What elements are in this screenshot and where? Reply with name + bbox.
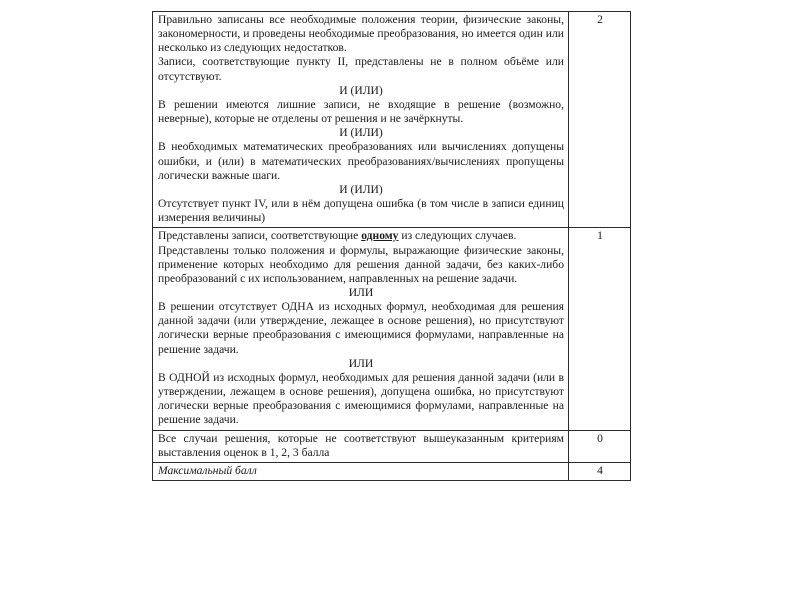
rubric-table-body [153, 12, 631, 481]
criteria-paragraph: Записи, соответствующие пункту II, представлены не в полном объёме или отсутствуют. [158, 55, 564, 83]
criteria-separator: И (ИЛИ) [339, 126, 383, 140]
criteria-separator: ИЛИ [348, 356, 374, 370]
criteria-cell [153, 12, 569, 228]
criteria-paragraph: Отсутствует пункт IV, или в нём допущена ошибка (в том числе в записи единиц измерения величины) [158, 197, 564, 225]
max-score-label: Максимальный балл [153, 462, 569, 480]
criteria-paragraph: В ОДНОЙ из исходных формул, необходимых для решения данной задачи (или в утверждении, лежащем в основе решения), допущена ошибка, но присутствуют логически верные преобразования с имеющимися формулами, направленные на решение задачи. [158, 370, 564, 427]
max-score-value: 4 [569, 462, 631, 480]
criteria-paragraph: В решении отсутствует ОДНА из исходных формул, необходимая для решения данной задачи (или утверждение, лежащее в основе решения), но присутствуют логически верные преобразования с имеющимися формулами, направленные на решение задачи. [158, 300, 564, 356]
criteria-cell [153, 228, 569, 430]
criteria-emphasis: одному [361, 229, 399, 243]
criteria-separator: И (ИЛИ) [339, 182, 383, 196]
criteria-separator: ИЛИ [348, 285, 374, 299]
criteria-paragraph: В решении имеются лишние записи, не входящие в решение (возможно, неверные), которые не отделены от решения и не зачёркнуты. [158, 97, 564, 126]
criteria-cell [153, 430, 569, 462]
score-cell: 2 [569, 12, 631, 228]
table-row [153, 430, 631, 462]
table-row [153, 228, 631, 430]
total-row [153, 462, 631, 480]
criteria-paragraph: Правильно записаны все необходимые положения теории, физические законы, закономерности, и проведены необходимые преобразования, но имеется один или несколько из следующих недостатков. [158, 13, 564, 55]
criteria-text-after: из следующих случаев. [398, 229, 517, 243]
criteria-text-before: Представлены записи, соответствующие [158, 229, 362, 243]
table-row [153, 12, 631, 228]
criteria-paragraph: Все случаи решения, которые не соответствуют вышеуказанным критериям выставления оценок в 1, 2, 3 балла [158, 431, 564, 459]
criteria-separator: И (ИЛИ) [339, 83, 383, 97]
score-cell: 1 [569, 228, 631, 430]
criteria-paragraph: Представлены только положения и формулы, выражающие физические законы, применение которых необходимо для решения данной задачи, без каких-либо преобразований с их использованием, направленных на решение задачи. [158, 243, 564, 285]
criteria-paragraph-with-emphasis [158, 229, 564, 243]
criteria-paragraph: В необходимых математических преобразованиях или вычислениях допущены ошибки, и (или) в математических преобразованиях/вычислениях пропущены логически важные шаги. [158, 140, 564, 182]
grading-rubric-table [152, 11, 631, 481]
score-cell: 0 [569, 430, 631, 462]
